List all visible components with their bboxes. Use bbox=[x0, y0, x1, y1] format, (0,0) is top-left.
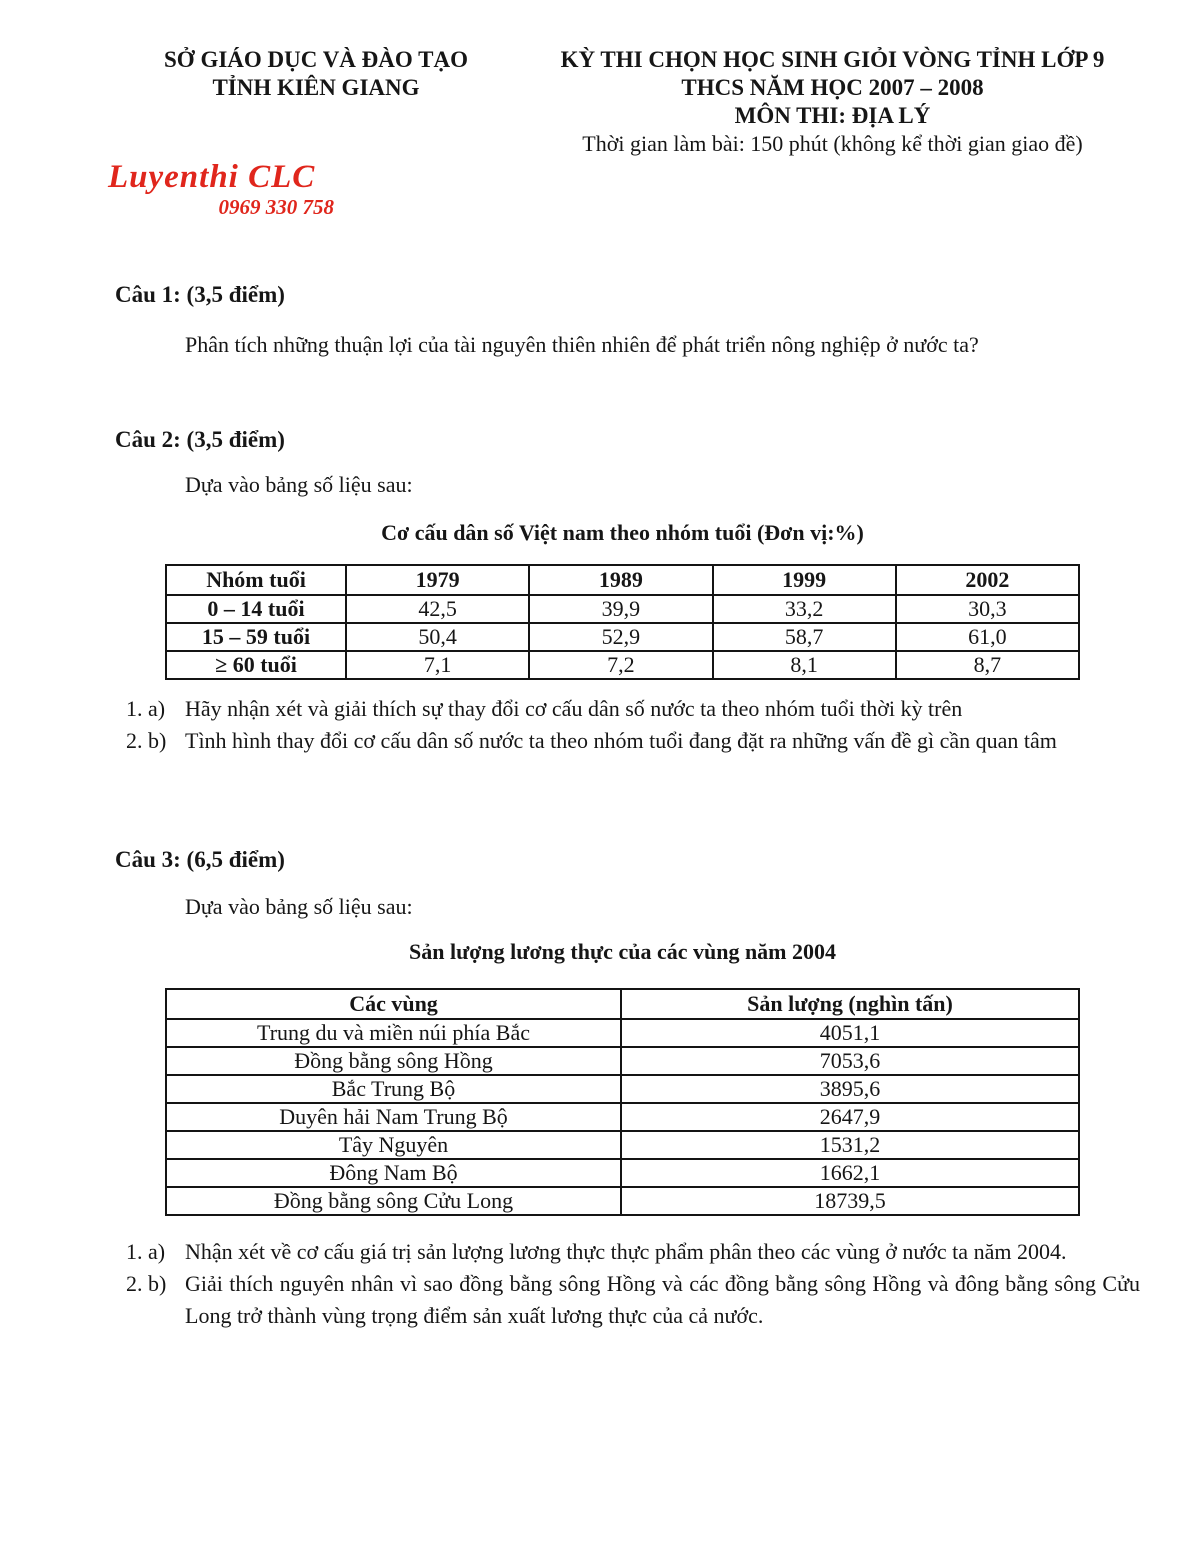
exam-title-line2: THCS NĂM HỌC 2007 – 2008 bbox=[681, 75, 984, 100]
table-cell: 7053,6 bbox=[621, 1047, 1079, 1075]
list-item bbox=[148, 725, 1140, 757]
table-cell: 2647,9 bbox=[621, 1103, 1079, 1131]
table-cell: 8,7 bbox=[896, 651, 1079, 679]
table-cell: 61,0 bbox=[896, 623, 1079, 651]
table-cell: 39,9 bbox=[529, 595, 712, 623]
table-cell: Đồng bằng sông Hồng bbox=[166, 1047, 621, 1075]
table-cell: Trung du và miền núi phía Bắc bbox=[166, 1019, 621, 1047]
table-cell: Tây Nguyên bbox=[166, 1131, 621, 1159]
province-name: TỈNH KIÊN GIANG bbox=[212, 75, 420, 100]
table-row bbox=[166, 1187, 1079, 1215]
item-label: 1. a) bbox=[148, 1239, 166, 1264]
population-age-table-wrapper bbox=[165, 564, 1080, 680]
question-2-intro: Dựa vào bảng số liệu sau: bbox=[185, 472, 413, 497]
table-row bbox=[166, 651, 1079, 679]
food-output-table-body bbox=[166, 1019, 1079, 1215]
question-2-subitems bbox=[148, 693, 1140, 757]
table-cell: 58,7 bbox=[713, 623, 896, 651]
table-cell: 42,5 bbox=[346, 595, 529, 623]
table-cell: 1531,2 bbox=[621, 1131, 1079, 1159]
table-row bbox=[166, 623, 1079, 651]
exam-title-block bbox=[505, 46, 1160, 158]
table-row bbox=[166, 1075, 1079, 1103]
list-item bbox=[148, 693, 1140, 725]
item-label: 1. a) bbox=[148, 696, 166, 721]
table-row bbox=[166, 1019, 1079, 1047]
exam-duration: Thời gian làm bài: 150 phút (không kể thời gian giao đề) bbox=[582, 131, 1083, 156]
population-age-table bbox=[165, 564, 1080, 680]
table-row bbox=[166, 1159, 1079, 1187]
table-cell: ≥ 60 tuổi bbox=[166, 651, 346, 679]
table-cell: 8,1 bbox=[713, 651, 896, 679]
table-cell: Bắc Trung Bộ bbox=[166, 1075, 621, 1103]
column-header: 2002 bbox=[896, 565, 1079, 595]
food-output-table-title: Sản lượng lương thực của các vùng năm 2004 bbox=[408, 939, 837, 964]
question-1-title: Câu 1: (3,5 điểm) bbox=[115, 282, 285, 307]
table-row bbox=[166, 595, 1079, 623]
table-row bbox=[166, 1103, 1079, 1131]
column-header: 1989 bbox=[529, 565, 712, 595]
item-text: Hãy nhận xét và giải thích sự thay đổi cơ cấu dân số nước ta theo nhóm tuổi thời kỳ trên bbox=[185, 696, 963, 721]
logo-phone-number: 0969 330 758 bbox=[218, 195, 334, 219]
question-3-intro: Dựa vào bảng số liệu sau: bbox=[185, 894, 413, 919]
table-cell: Duyên hải Nam Trung Bộ bbox=[166, 1103, 621, 1131]
watermark-logo bbox=[108, 159, 338, 219]
table-cell: 30,3 bbox=[896, 595, 1079, 623]
food-output-table-wrapper bbox=[165, 988, 1080, 1216]
item-text: Tình hình thay đổi cơ cấu dân số nước ta theo nhóm tuổi đang đặt ra những vấn đề gì cần quan tâm bbox=[185, 728, 1057, 753]
table-cell: Đồng bằng sông Cửu Long bbox=[166, 1187, 621, 1215]
table-cell: 4051,1 bbox=[621, 1019, 1079, 1047]
item-label: 2. b) bbox=[148, 728, 167, 753]
question-3-title: Câu 3: (6,5 điểm) bbox=[115, 847, 285, 872]
logo-brand-text: Luyenthi CLC bbox=[108, 159, 316, 195]
population-table-body bbox=[166, 595, 1079, 679]
table-row bbox=[166, 1131, 1079, 1159]
item-label: 2. b) bbox=[148, 1271, 167, 1296]
table-cell: 50,4 bbox=[346, 623, 529, 651]
exam-title-line1: KỲ THI CHỌN HỌC SINH GIỎI VÒNG TỈNH LỚP 9 bbox=[560, 47, 1105, 72]
table-row bbox=[166, 1047, 1079, 1075]
question-2-title: Câu 2: (3,5 điểm) bbox=[115, 427, 285, 452]
question-1-body: Phân tích những thuận lợi của tài nguyên thiên nhiên để phát triển nông nghiệp ở nước ta? bbox=[185, 332, 979, 357]
column-header: Nhóm tuổi bbox=[166, 565, 346, 595]
column-header: Sản lượng (nghìn tấn) bbox=[621, 989, 1079, 1019]
issuing-department-block bbox=[140, 46, 492, 102]
table-cell: 7,1 bbox=[346, 651, 529, 679]
list-item bbox=[148, 1268, 1140, 1332]
table-header-row bbox=[166, 565, 1079, 595]
item-text: Nhận xét về cơ cấu giá trị sản lượng lương thực thực phẩm phân theo các vùng ở nước ta năm 2004. bbox=[185, 1239, 1067, 1264]
table-header-row bbox=[166, 989, 1079, 1019]
table-cell: 15 – 59 tuổi bbox=[166, 623, 346, 651]
exam-subject: MÔN THI: ĐỊA LÝ bbox=[734, 103, 931, 128]
table-cell: 1662,1 bbox=[621, 1159, 1079, 1187]
column-header: Các vùng bbox=[166, 989, 621, 1019]
table-cell: 0 – 14 tuổi bbox=[166, 595, 346, 623]
table-cell: 3895,6 bbox=[621, 1075, 1079, 1103]
column-header: 1999 bbox=[713, 565, 896, 595]
column-header: 1979 bbox=[346, 565, 529, 595]
table-cell: Đông Nam Bộ bbox=[166, 1159, 621, 1187]
list-item bbox=[148, 1236, 1140, 1268]
table-cell: 18739,5 bbox=[621, 1187, 1079, 1215]
population-table-title: Cơ cấu dân số Việt nam theo nhóm tuổi (Đơn vị:%) bbox=[381, 520, 864, 545]
table-cell: 7,2 bbox=[529, 651, 712, 679]
food-output-table-header bbox=[166, 989, 1079, 1019]
food-output-table bbox=[165, 988, 1080, 1216]
table-cell: 33,2 bbox=[713, 595, 896, 623]
item-text: Giải thích nguyên nhân vì sao đồng bằng sông Hồng và các đồng bằng sông Hồng và đông bằng sông Cửu Long trở thành vùng trọng điểm sản xuất lương thực của cả nước. bbox=[185, 1271, 1140, 1328]
population-table-header bbox=[166, 565, 1079, 595]
department-name: SỞ GIÁO DỤC VÀ ĐÀO TẠO bbox=[164, 47, 468, 72]
question-3-subitems bbox=[148, 1236, 1140, 1332]
table-cell: 52,9 bbox=[529, 623, 712, 651]
